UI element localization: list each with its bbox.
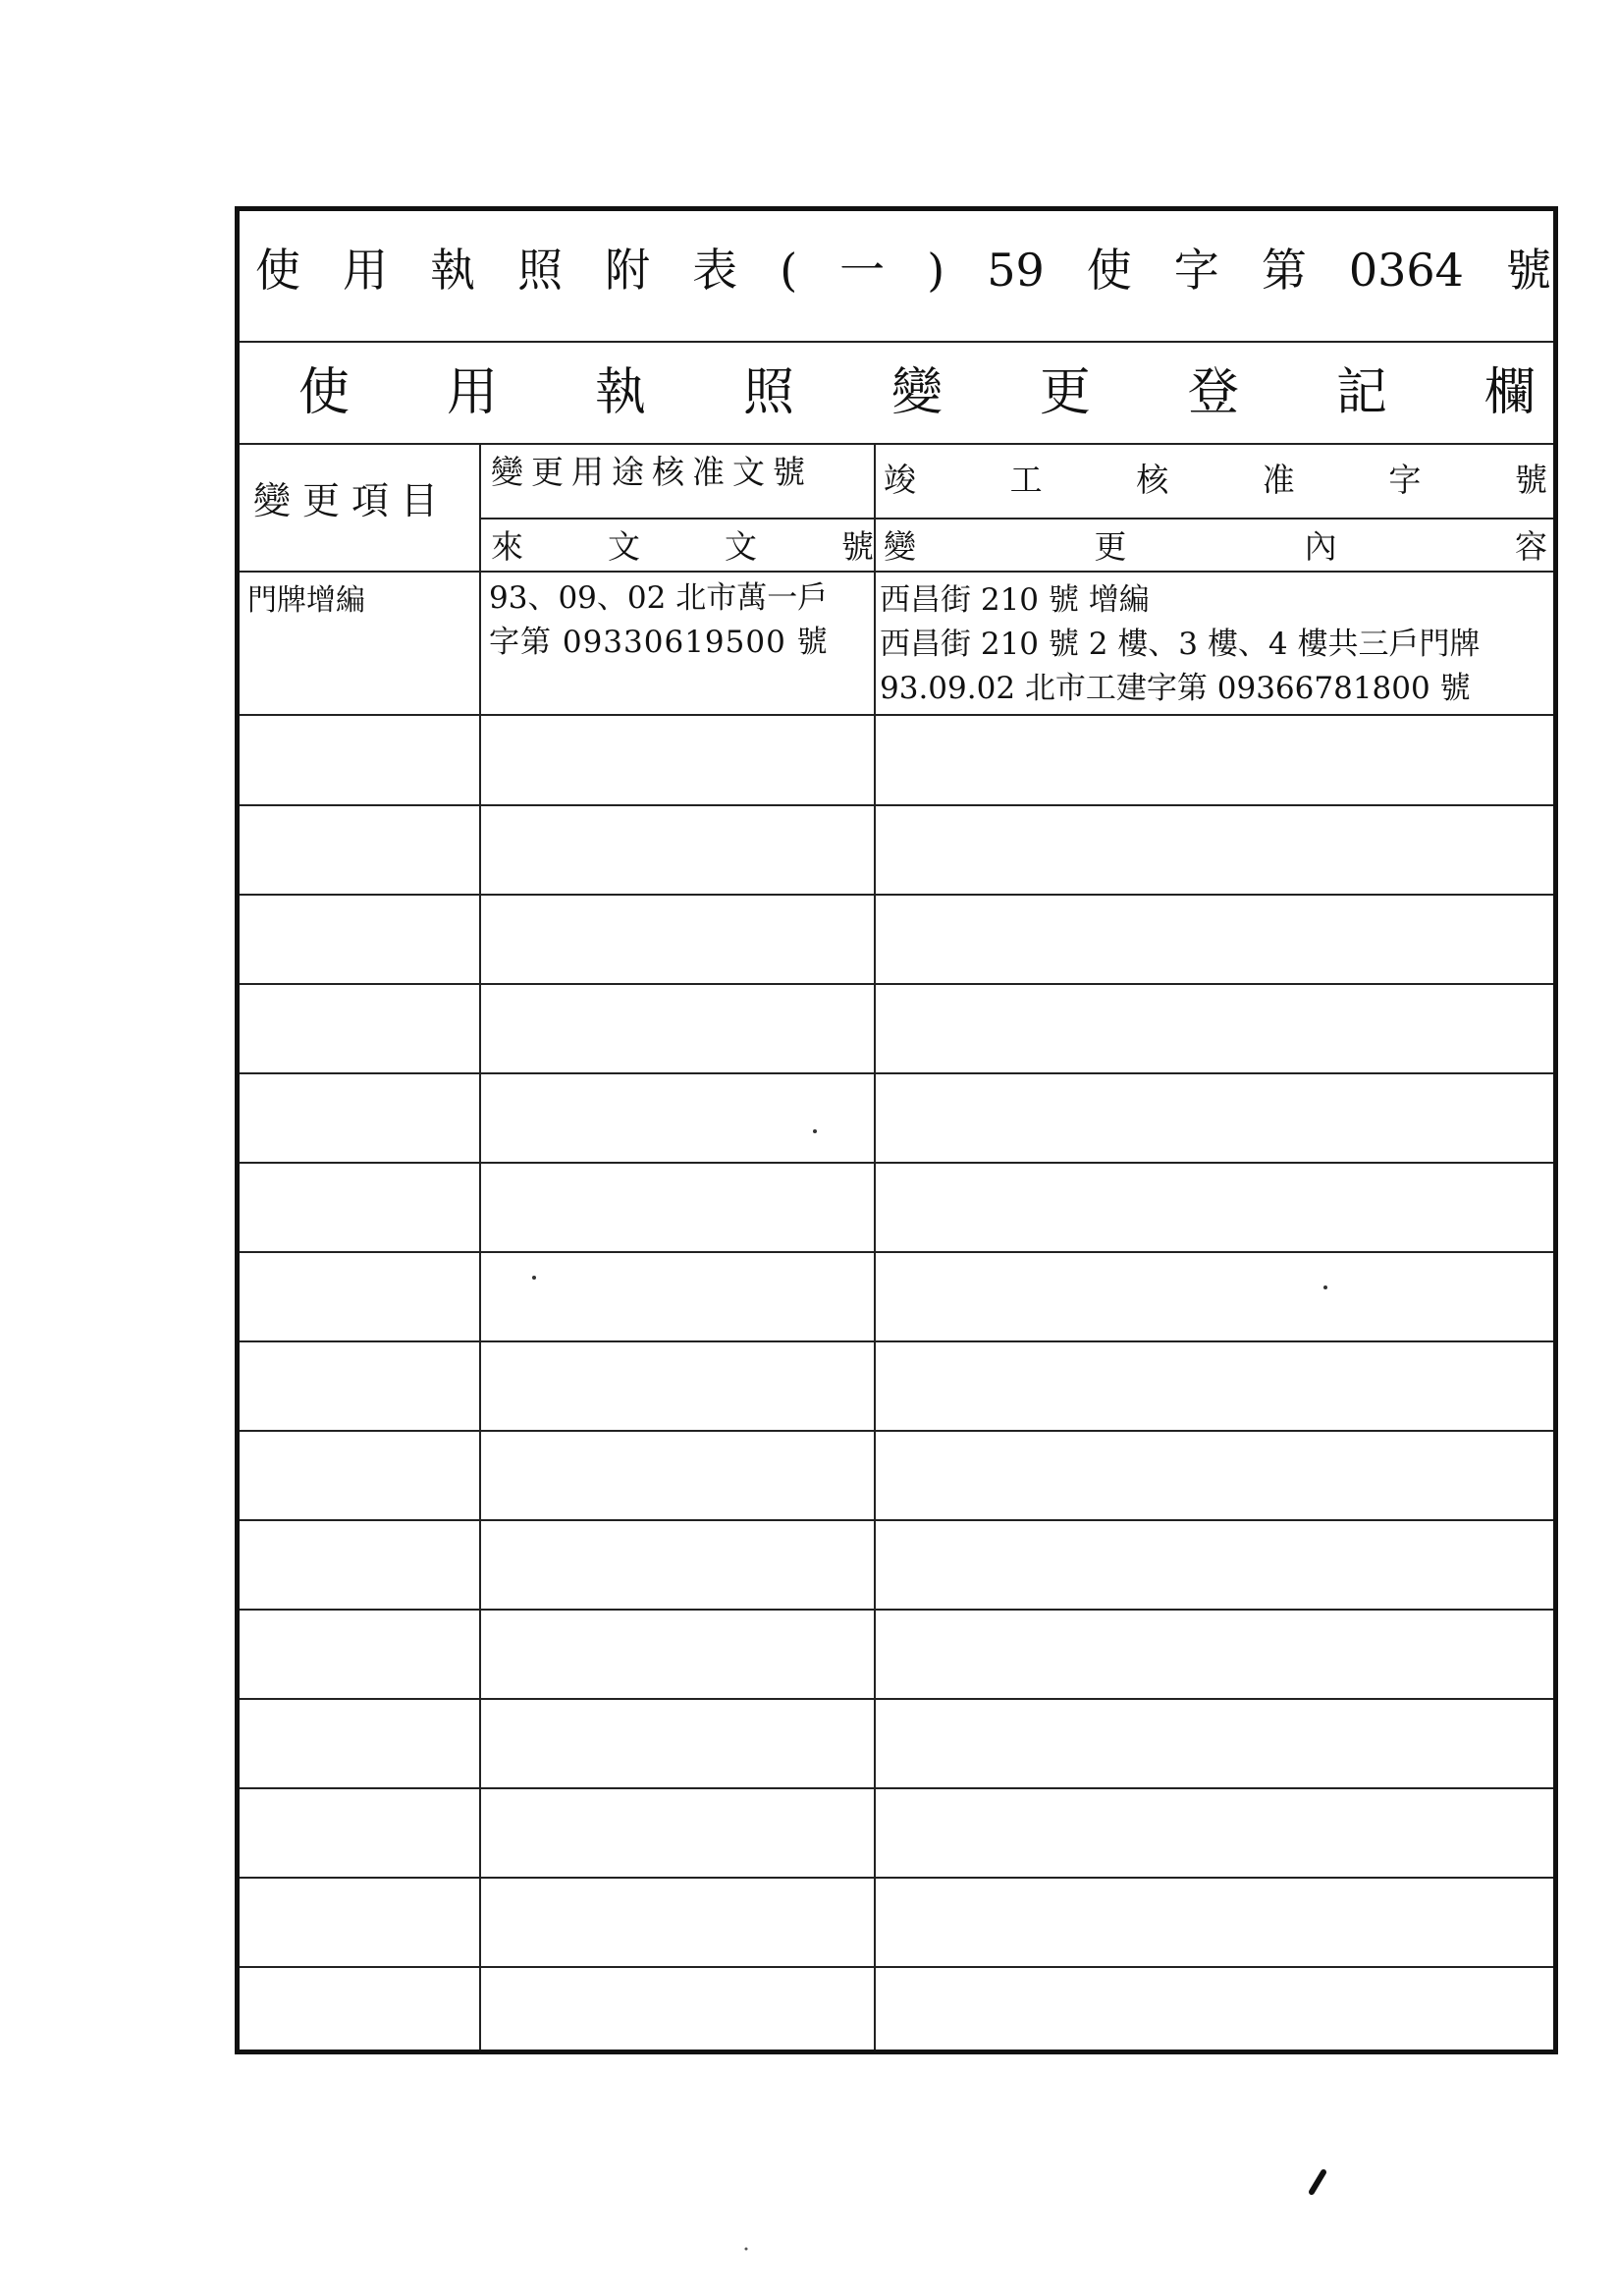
row-doc-line: 字第 09330619500 號 <box>489 625 829 660</box>
title-char: 0364 <box>1348 244 1464 297</box>
content-label-char: 變 <box>884 527 916 566</box>
incoming-label-char: 文 <box>725 527 757 566</box>
title-char: 一 <box>839 244 886 297</box>
completion-label-char: 准 <box>1262 461 1295 499</box>
pen-mark <box>1312 2172 1323 2192</box>
content-label-char: 容 <box>1514 527 1547 566</box>
title-char: ) <box>927 244 945 297</box>
scan-speck <box>813 1129 817 1133</box>
completion-label-char: 工 <box>1009 461 1043 499</box>
title-char: 第 <box>1261 244 1307 297</box>
title-char: 照 <box>517 244 564 297</box>
title-char: 使 <box>255 244 300 297</box>
title-char: 號 <box>1505 244 1551 297</box>
title-char: 附 <box>605 244 651 297</box>
heading-char: 變 <box>890 363 943 422</box>
incoming-label-char: 文 <box>608 527 640 566</box>
scan-speck <box>1323 1285 1327 1289</box>
title-char: 表 <box>692 244 738 297</box>
title-char: 用 <box>343 244 389 297</box>
heading-char: 更 <box>1039 363 1091 422</box>
completion-label-char: 字 <box>1388 461 1422 499</box>
title-char: ( <box>780 244 798 297</box>
scan-speck <box>532 1276 536 1280</box>
title-char: 字 <box>1173 244 1219 297</box>
incoming-label-char: 來 <box>491 527 523 566</box>
row-content-line: 西昌街 210 號 增編 <box>880 582 1150 618</box>
heading-char: 登 <box>1187 363 1239 422</box>
row-item: 門牌增編 <box>247 583 365 618</box>
title-char: 使 <box>1086 244 1132 297</box>
heading-char: 用 <box>446 363 498 422</box>
heading-char: 執 <box>594 363 646 422</box>
column-approval-doc-label: 變更用途核准文號 <box>491 453 813 491</box>
heading-char: 記 <box>1335 363 1387 422</box>
title-char: 59 <box>987 244 1045 297</box>
row-doc-line: 93、09、02 北市萬一戶 <box>489 580 829 616</box>
row-content-line: 93.09.02 北市工建字第 09366781800 號 <box>880 671 1471 706</box>
completion-label-char: 核 <box>1136 461 1169 499</box>
title-char: 執 <box>430 244 476 297</box>
content-label-char: 更 <box>1094 527 1127 566</box>
scan-speck <box>745 2248 748 2251</box>
heading-char: 照 <box>742 363 794 422</box>
heading-char: 欄 <box>1483 363 1536 422</box>
incoming-label-char: 號 <box>841 527 874 566</box>
heading-char: 使 <box>298 363 351 422</box>
completion-label-char: 號 <box>1514 461 1547 499</box>
column-item-label: 變更項目 <box>253 479 451 522</box>
row-content-line: 西昌街 210 號 2 樓、3 樓、4 樓共三戶門牌 <box>880 627 1481 662</box>
completion-label-char: 竣 <box>884 461 916 499</box>
content-label-char: 內 <box>1304 527 1337 566</box>
